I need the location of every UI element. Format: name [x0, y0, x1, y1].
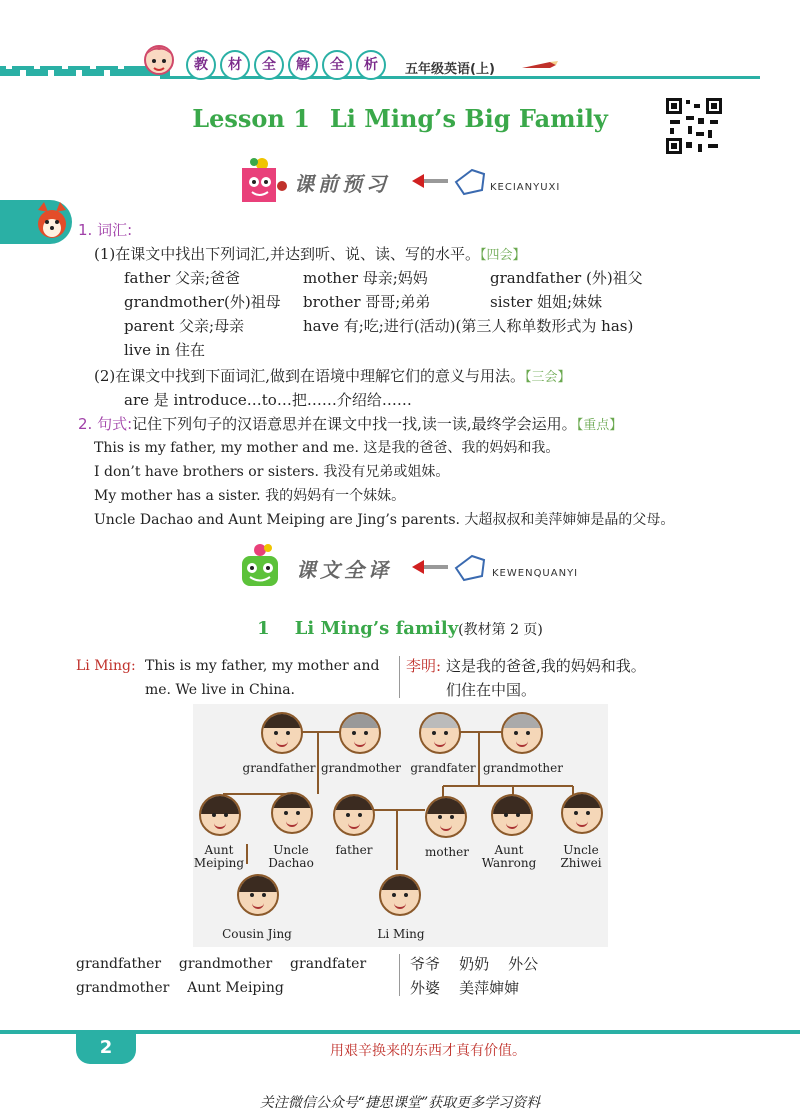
preview-banner-label: 课前预习	[294, 172, 390, 196]
footer-note: 关注微信公众号“捷思课堂”获取更多学习资料	[259, 1095, 541, 1111]
translation-banner	[230, 542, 579, 594]
speaker-en: Li Ming:	[76, 658, 136, 674]
pattern-line: Uncle Dachao and Aunt Meiping are Jing’s parents. 大超叔叔和美萍婶婶是晶的父母。	[94, 512, 675, 528]
tree-label: grandfather	[242, 761, 316, 775]
pointing-hand-icon	[450, 160, 490, 200]
vocab-word: have 有;吃;进行(活动)(第三人称单数形式为 has)	[303, 317, 634, 335]
header-chip: 解	[288, 50, 318, 80]
uncle-zhiwei-portrait-icon	[561, 792, 603, 834]
vocab-bottom-en: grandfather grandmother grandfater	[76, 956, 367, 972]
tree-label: father	[335, 843, 373, 857]
dialogue-cn-line: 这是我的爸爸,我的妈妈和我。	[446, 657, 646, 675]
vocab-word: mother 母亲;妈妈	[303, 269, 428, 287]
header-chip-row	[186, 50, 386, 80]
pattern-line: I don’t have brothers or sisters. 我没有兄弟或姐妹。	[94, 464, 450, 480]
speaker-cn: 李明:	[406, 657, 442, 675]
three-skills-tag: 【三会】	[525, 370, 571, 385]
family-tree-illustration	[193, 704, 608, 947]
vocab-word: brother 哥哥;弟弟	[303, 293, 431, 311]
vocab-word: live in 住在	[124, 341, 205, 359]
vocab-req1-text: (1)在课文中找出下列词汇,并达到听、说、读、写的水平。	[94, 245, 481, 263]
dialogue-en-line: me. We live in China.	[145, 682, 296, 698]
tree-label: grandfater	[410, 761, 476, 775]
lesson-number: Lesson 1	[192, 104, 310, 133]
footer-motto: 用艰辛换来的东西才真有价值。	[330, 1043, 526, 1059]
translation-banner-label: 课文全译	[296, 558, 392, 582]
grandfather-2-portrait-icon	[419, 712, 461, 754]
pattern-line: My mother has a sister. 我的妈妈有一个妹妹。	[94, 488, 406, 504]
li-ming-portrait-icon	[379, 874, 421, 916]
vocab-word: parent 父亲;母亲	[124, 317, 245, 335]
mother-portrait-icon	[425, 796, 467, 838]
column-divider	[399, 954, 400, 996]
vocab-word: grandfather (外)祖父	[490, 269, 643, 287]
vocab-requirement-2	[94, 364, 571, 390]
cousin-jing-portrait-icon	[237, 874, 279, 916]
header-chip: 材	[220, 50, 250, 80]
arrow-left-icon	[412, 174, 448, 188]
tree-label: grandmother	[321, 761, 401, 775]
key-point-tag: 【重点】	[576, 418, 623, 433]
vocab-bottom-cn: 爷爷 奶奶 外公	[410, 955, 539, 973]
grandfather-1-portrait-icon	[261, 712, 303, 754]
translation-banner-pinyin: KEWENQUANYI	[492, 568, 579, 579]
vocab-word: father 父亲;爸爸	[124, 269, 241, 287]
qr-code-icon	[664, 96, 724, 156]
header-chip: 全	[254, 50, 284, 80]
vocab-heading: 1. 词汇:	[78, 221, 133, 239]
green-monster-mascot-icon	[230, 542, 292, 594]
tree-label: Aunt Wanrong	[481, 843, 537, 870]
aunt-wanrong-portrait-icon	[491, 794, 533, 836]
pink-cube-mascot-icon	[232, 156, 292, 208]
aunt-meiping-portrait-icon	[199, 794, 241, 836]
patterns-heading: 2. 句式:	[78, 415, 133, 433]
pointing-hand-icon	[450, 546, 490, 586]
section-title	[0, 618, 800, 639]
pencil-icon	[520, 58, 560, 74]
vocab-req2-words: are 是 introduce…to…把……介绍给……	[124, 391, 412, 409]
header-chip: 析	[356, 50, 386, 80]
header-chip: 教	[186, 50, 216, 80]
uncle-dachao-portrait-icon	[271, 792, 313, 834]
father-portrait-icon	[333, 794, 375, 836]
vocab-req2-text: (2)在课文中找到下面词汇,做到在语境中理解它们的意义与用法。	[94, 367, 526, 385]
four-skills-tag: 【四会】	[480, 248, 526, 263]
lesson-name: Li Ming’s Big Family	[329, 104, 608, 133]
page-number: 2	[76, 1034, 136, 1064]
header-subtitle: 五年级英语(上)	[405, 62, 495, 77]
header-chip: 全	[322, 50, 352, 80]
preview-banner-pinyin: KECIANYUXI	[490, 182, 561, 193]
vocab-word: sister 姐姐;妹妹	[490, 293, 603, 311]
pattern-line: This is my father, my mother and me. 这是我的爸爸、我的妈妈和我。	[94, 440, 560, 456]
dialogue-en-line: This is my father, my mother and	[145, 658, 380, 674]
vocab-word: grandmother(外)祖母	[124, 293, 281, 311]
mascot-girl-icon	[135, 38, 183, 84]
arrow-left-icon	[412, 560, 448, 574]
tree-label: Aunt Meiping	[193, 843, 245, 870]
tree-label: Li Ming	[377, 927, 425, 941]
grandmother-1-portrait-icon	[339, 712, 381, 754]
patterns-heading-row	[78, 412, 622, 438]
grandmother-2-portrait-icon	[501, 712, 543, 754]
vocab-requirement-1	[94, 242, 526, 268]
vocab-bottom-en: grandmother Aunt Meiping	[76, 980, 284, 996]
vocab-bottom-cn: 外婆 美萍婶婶	[410, 979, 520, 997]
section-title-text: 1 Li Ming’s family	[257, 618, 459, 639]
dialogue-cn-line: 们住在中国。	[446, 681, 537, 699]
section-page-ref: (教材第 2 页)	[458, 622, 543, 638]
fox-mascot-icon	[32, 200, 72, 244]
preview-banner	[232, 156, 570, 208]
tree-label: grandmother	[483, 761, 563, 775]
column-divider	[399, 656, 400, 698]
tree-label: mother	[425, 845, 469, 859]
tree-label: Uncle Dachao	[268, 843, 314, 870]
patterns-intro: 记住下列句子的汉语意思并在课文中找一找,读一读,最终学会运用。	[132, 415, 577, 433]
tree-label: Cousin Jing	[222, 927, 292, 941]
tree-label: Uncle Zhiwei	[560, 843, 602, 870]
